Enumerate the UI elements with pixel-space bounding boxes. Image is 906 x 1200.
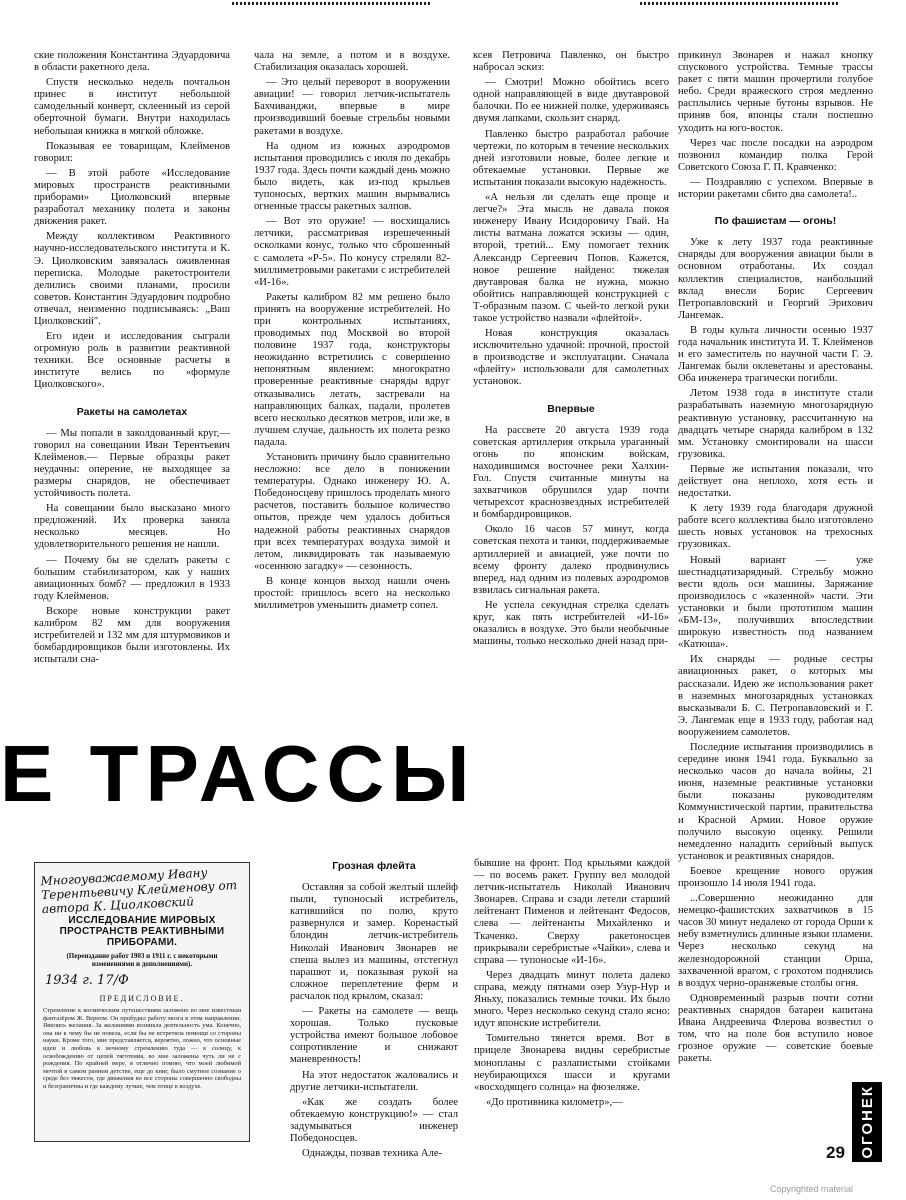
col3-p1: — Смотри! Можно обойтись всего одной направляющей в виде двутавровой балочки. По ее нижней полке, удерживаясь двумя лапками, скользит снаряд. (473, 77, 669, 125)
col4-p9: Их снаряды — родные сестры авиационных ракет, о которых мы рассказали. Идею же использования ракет в наземных многозарядных установках высказывали Б. С. Петропавловский и Г. Э. Лангемак еще в 1933 году, работая над вооружением самолетов. (678, 654, 873, 738)
col3-p7: Не успела секундная стрелка сделать круг, как пять истребителей «И-16» оказались в воздухе. Это были необычные машины, только несколько дней назад при- (473, 599, 669, 648)
col2-p3: — Вот это оружие! — восхищались летчики, рассматривая изрешеченный осколками конус, только что сброшенный с самолета «Р-5». По конусу стреляли 82-миллиметровыми ракетами с истребителей «И-16». (254, 216, 450, 288)
facsimile-body: Стремление к космическим путешествиям заложено во мне известным фантазёром Ж. Верном. Он пробудил работу мозга в этом направлении. Явились желания. За желаниями возникла деятельность ума. Конечно, она ни к чему бы не повела, если бы не встретила помощи со стороны науки. Кроме того, мне представляется, вероятно, ложно, что основные идеи и любовь к вечному стремлению туда — к солнцу, к освобождению от цепей тяготения, во мне заложены чуть ли не с рождения. По крайней мере, я отлично помню, что моей любимой мечтой в самом раннем детстве, еще до книг, было смутное сознание о среде без тяжести, где движения во все стороны совершенно свободны и безграничны и где каждому лучше, чем птице в воздухе. (43, 1007, 241, 1090)
facsimile-subtitle: (Переиздание работ 1903 и 1911 г. с некоторыми изменениями и дополнениями). (66, 952, 218, 968)
col1-p1: Спустя несколько недель почтальон принес в институт небольшой самодельный конверт, склеенный из серой оберточной бумаги. Внутри находилась небольшая книжка в мягкой обложке. (34, 77, 230, 137)
page-number: 29 (826, 1143, 845, 1162)
col4-p8: Новый вариант — уже шестнадцатизарядный. Стрельбу можно вести вдоль оси машины. Заряжание производилось с «казенной» части. Эти установки и были прототипом машин «БМ-13», получивших впоследствии широкую известность под названием «Катюша». (678, 554, 873, 651)
col5-heading: Грозная флейта (332, 860, 416, 872)
column-2 (254, 50, 450, 690)
col1-p7: На совещании было высказано много предложений. Их проверка заняла несколько месяцев. Но удовлетворительного решения не нашли. (34, 503, 230, 551)
col3-p2: Павленко быстро разработал рабочие чертежи, по которым в течение нескольких дней изготовили новые, более легкие и обтекаемые установки. Первые же испытания показали высокую надежность. (473, 128, 669, 188)
column-1 (34, 50, 230, 690)
column-6 (474, 858, 670, 1148)
facsimile-title: ИССЛЕДОВАНИЕ МИРОВЫХ ПРОСТРАНСТВ РЕАКТИВНЫМИ ПРИБОРАМИ. (59, 915, 225, 948)
col3-p6: Около 16 часов 57 минут, когда советская пехота и танки, поддерживаемые артиллерией и авиацией, уже почти по всему фронту далеко продвинулись вперед, над одним из полевых аэродромов взвилась сигнальная ракета. (473, 524, 669, 596)
col2-p5: Установить причину было сравнительно несложно: все дело в понижении температуры. Однако инженеру Ю. А. Победоносцеву пришлось проделать много расчетов, поставить большое количество опытов, прежде чем удалось добиться надежной работы реактивных снарядов при всех температурах воздуха зимой и летом, ликвидировать так называемую «осеннюю загадку» — сезонность. (254, 452, 450, 572)
author-dedication: Многоуважаемому Ивану Терентьевичу Клейменову от автора К. Циолковский (40, 865, 238, 917)
col1-p0: ские положения Константина Эдуардовича в области ракетного дела. (34, 50, 230, 74)
col2-p1: — Это целый переворот в вооружении авиации! — говорил летчик-испытатель Бахчиванджи, впервые в мире производивший боевые стрельбы новыми ракетами в воздухе. (254, 77, 450, 137)
col1-p3: — В этой работе «Исследование мировых пространств реактивными приборами» Циолковский впервые разработал механику полета и законы движения ракет. (34, 167, 230, 228)
col1-p5: Его идеи и исследования сыграли огромную роль в развитии реактивной техники. Все основные расчеты в институте велись по «формуле Циолковского». (34, 331, 230, 391)
col2-p6: В конце концов выход нашли очень простой: пришлось всего на несколько миллиметров уменьшить диаметр сопел. (254, 575, 450, 612)
col1-p6: — Мы попали в заколдованный круг,— говорил на совещании Иван Терентьевич Клейменов.— Первые образцы ракет неудачны: оперение, не выходящее за размеры снарядов, не обеспечивает устойчивость полета. (34, 427, 230, 500)
col1-p2: Показывая ее товарищам, Клейменов говорил: (34, 140, 230, 164)
magazine-logo (852, 1082, 882, 1162)
col4-p12: ...Совершенно неожиданно для немецко-фашистских захватчиков в 15 часов 30 минут недалеко от города Орши к небу взметнулись длинные языки пламени. Через несколько секунд на железнодорожной станции Орша, захваченной врагом, с грохотом поднялись в воздух черно-оранжевые столбы огня. (678, 893, 873, 989)
col2-p0: чала на земле, а потом и в воздухе. Стабилизация оказалась хорошей. (254, 50, 450, 74)
col2-p4: Ракеты калибром 82 мм решено было принять на вооружение истребителей. Но при контрольных испытаниях, проводимых под Москвой во второй половине 1937 года, конструкторы неожиданно встретились с совершенно непонятным явлением: многократно проверенные реактивные снаряды вдруг отказывались летать, застревали на направляющих балках, падали, пролетев всего несколько десятков метров, или же, в лучшем случае, дальность их полета резко падала. (254, 291, 450, 448)
col3-p0: ксея Петровича Павленко, он быстро набросал эскиз: (473, 50, 669, 74)
col5-p3: «Как же создать более обтекаемую конструкцию!» — стал задумываться инженер Победоносцев. (290, 1096, 458, 1144)
col3-p4: Новая конструкция оказалась исключительно удачной: прочной, простой в производстве и эксплуатации. Сначала «флейту» использовали для самолетных установок. (473, 328, 669, 388)
col5-p0: Оставляя за собой желтый шлейф пыли, тупоносый истребитель, катившийся по полю, круто развернулся и замер. Коренастый блондин летчик-истребитель Николай Иванович Звонарев не спеша вылез из машины, отстегнул парашют и, показывая рукой на сложное переплетение ферм и расчалок под крылом, сказал: (290, 882, 458, 1002)
top-rule-right (640, 2, 840, 5)
col3-heading: Впервые (547, 402, 595, 415)
facsimile-handwritten-year: 1934 г. 17/Ф (45, 973, 129, 988)
col6-p0: бывшие на фронт. Под крыльями каждой — по восемь ракет. Группу вел молодой летчик-испытатель Николай Иванович Звонарев. Справа и сзади летели старший лейтенант Пименов и лейтенант Федосов, слева — лейтенанты Михайленко и Ткаченко. Сверху ракетоносцев прикрывали серебристые «Чайки», слева и справа — тупоносые «И-16». (474, 858, 670, 966)
col4-p11: Боевое крещение нового оружия произошло 14 июля 1941 года. (678, 865, 873, 889)
col4-p3: Уже к лету 1937 года реактивные снаряды для вооружения авиации были в основном отработаны. Их создал коллектив специалистов, наибольший вклад внесли Борис Сергеевич Петропавловский и Георгий Эрихович Лангемак. (678, 237, 873, 321)
col5-p2: На этот недостаток жаловались и другие летчики-испытатели. (290, 1069, 458, 1093)
col4-p7: К лету 1939 года благодаря дружной работе всего коллектива было изготовлено шесть новых установок на трехосных грузовиках. (678, 503, 873, 551)
facsimile-section: ПРЕДИСЛОВИЕ. (99, 994, 185, 1003)
copyright-note: Copyrighted material (770, 1184, 854, 1194)
col4-p10: Последние испытания производились в середине июня 1941 года. Буквально за несколько часов до начала войны, 21 июня, наземные реактивные установки были показаны руководителям Коммунистической партии, правительства и Красной Армии. Новое оружие получило высокую оценку. Решили немедленно наладить серийный выпуск установок и реактивных снарядов. (678, 741, 873, 862)
column-3 (473, 50, 669, 690)
col6-p3: «До противника километр»,— (486, 1096, 623, 1108)
col5-p4: Однажды, позвав техника Але- (302, 1148, 443, 1160)
col4-p1: Через час после посадки на аэродром позвонил командир полка Герой Советского Союза Г. П. Кравченко: (678, 137, 873, 173)
col3-p3: «А нельзя ли сделать еще проще и легче?» Эта мысль не давала покоя инженеру Ивану Исидоровичу Гвай. На листы ватмана ложатся эскизы — один, второй, третий... Ему помогает техник Александр Сергеевич Попов. Кажется, новое решение найдено: тяжелая двутавровая балка не нужна, можно обойтись направляющей конструкцией с Т-образным пазом. С чьей-то легкой руки такое устройство назвали «флейтой». (473, 192, 669, 324)
col4-p13: Одновременный разрыв почти сотни реактивных снарядов батареи капитана Ивана Андреевича Флерова возвестил о том, что на поле боя вступило новое грозное оружие — советские боевые ракеты. (678, 992, 873, 1065)
magazine-logo-text: ОГОНЕК (858, 1085, 876, 1159)
col6-p1: Через двадцать минут полета далеко справа, между пятнами озер Узур-Нур и Яньху, показались темные точки. Их было много. Через несколько секунд стало ясно: идут японские истребители. (474, 969, 670, 1030)
col4-p4: В годы культа личности осенью 1937 года начальник института И. Т. Клейменов и его заместитель по научной части Г. Э. Лангемак были оклеветаны и арестованы. Оба инженера трагически погибли. (678, 324, 873, 385)
col1-p8: — Почему бы не сделать ракеты с большим стабилизатором, как у наших авиационных бомб? — предложил в 1933 году Клейменов. (34, 554, 230, 602)
column-4 (678, 50, 873, 1130)
col1-p9: Вскоре новые конструкции ракет калибром 82 мм для вооружения истребителей и 132 мм для штурмовиков и бомбардировщиков были изготовлены. Их испытали сна- (34, 605, 230, 666)
col4-p6: Первые же испытания показали, что действует она неплохо, хотя есть и недостатки. (678, 463, 873, 500)
col5-p1: — Ракеты на самолете — вещь хорошая. Только пусковые устройства имеют большое лобовое сопротивление и снижают маневренность! (290, 1006, 458, 1066)
column-5 (290, 858, 458, 1160)
col4-p2: — Поздравляю с успехом. Впервые в истории ракетами сбито два самолета!.. (678, 176, 873, 201)
col4-p5: Летом 1938 года в институте стали разрабатывать наземную многозарядную реактивную установку, рассчитанную на двадцать четыре снаряда калибром в 132 мм. Установку смонтировали на шасси грузовика. (678, 388, 873, 460)
col4-p0: прикинул Звонарев и нажал кнопку спускового устройства. Темные трассы ракет с пяти машин прочертили голубое небо. Среди вражеского строя медленно расплылись черные бутоны взрывов. Не приняв боя, японцы стали поспешно уходить на юго-восток. (678, 50, 873, 134)
col2-p2: На одном из южных аэродромов испытания проводились с июля по декабрь 1937 года. Здесь почти каждый день можно было видеть, как из-под крыльев тупоносых, вертких машин вырывались огненные трассы ракетных залпов. (254, 140, 450, 213)
top-rule-left (232, 2, 432, 5)
col6-p2: Томительно тянется время. Вот в прицеле Звонарева видны серебристые монопланы с разлапистыми стойками неубирающихся шасси и кругами «восходящего солнца» на фюзеляже. (474, 1033, 670, 1093)
headline: Е ТРАССЫ (0, 729, 477, 818)
col4-heading: По фашистам — огонь! (714, 215, 837, 228)
col3-p5: На рассвете 20 августа 1939 года советская артиллерия открыла ураганный огонь по японским войскам, находившимся восточнее реки Халхин-Гол. Спустя считанные минуты на захватчиков обрушился удар почти четырехсот краснозвездных истребителей и бомбардировщиков. (473, 424, 669, 521)
col1-heading: Ракеты на самолетах (76, 405, 188, 418)
book-facsimile (34, 862, 250, 1142)
col1-p4: Между коллективом Реактивного научно-исследовательского института и К. Э. Циолковским завязалась оживленная переписка. Молодые ракетостроители делились своими планами, просили советов. Константин Эдуардович подробно отвечал, неизменно подписываясь: „Ваш Циолковский". (34, 231, 230, 327)
